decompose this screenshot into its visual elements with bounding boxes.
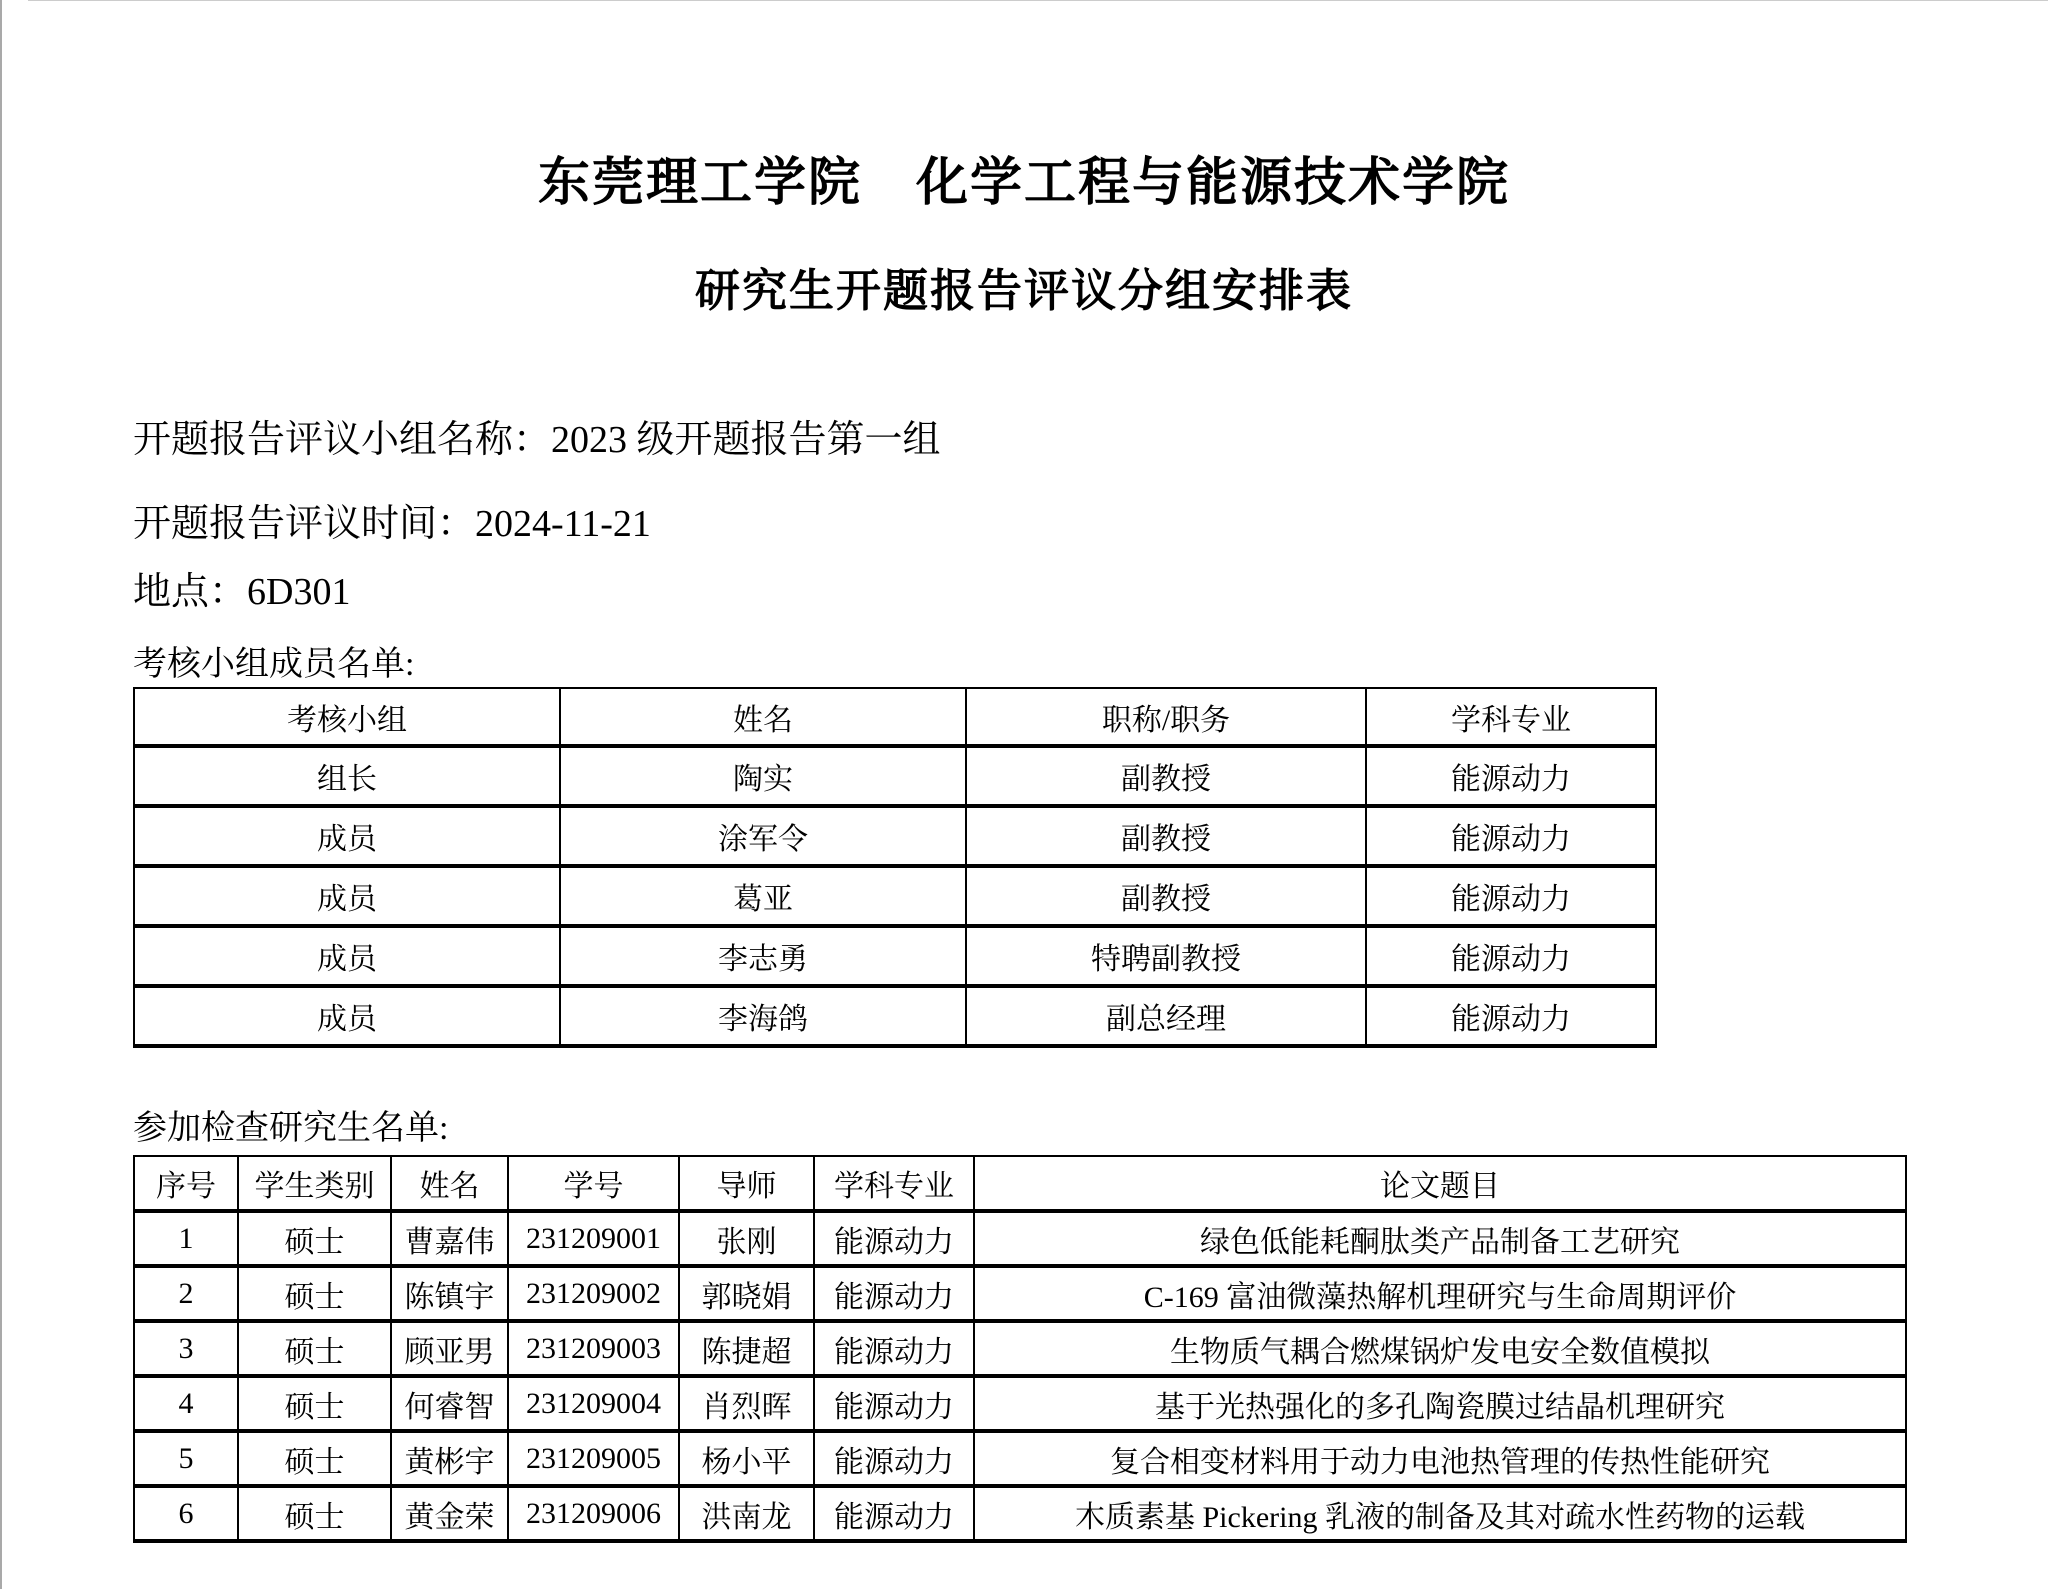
table-row: [134, 746, 1656, 806]
table-cell: 硕士: [238, 1321, 391, 1376]
table-row: [134, 806, 1656, 866]
table-cell: 成员: [134, 926, 560, 986]
column-header: 论文题目: [974, 1156, 1906, 1211]
table-cell: 陈镇宇: [391, 1266, 508, 1321]
table-cell: 肖烈晖: [679, 1376, 814, 1431]
table-cell: 生物质气耦合燃煤锅炉发电安全数值模拟: [974, 1321, 1906, 1376]
table-cell: 基于光热强化的多孔陶瓷膜过结晶机理研究: [974, 1376, 1906, 1431]
review-time-value: 2024-11-21: [475, 503, 651, 545]
committee-table: [133, 687, 1657, 1048]
table-cell: 硕士: [238, 1266, 391, 1321]
table-cell: 能源动力: [1366, 986, 1656, 1046]
column-header: 考核小组: [134, 688, 560, 746]
table-cell: 陶实: [560, 746, 966, 806]
group-name-value: 2023 级开题报告第一组: [551, 419, 941, 461]
table-row: [134, 866, 1656, 926]
table-cell: 硕士: [238, 1211, 391, 1266]
table-cell: 能源动力: [814, 1321, 974, 1376]
location-line: [133, 560, 350, 615]
table-cell: 能源动力: [1366, 926, 1656, 986]
table-cell: 成员: [134, 866, 560, 926]
table-row: [134, 1376, 1906, 1431]
table-row: [134, 1321, 1906, 1376]
document-subtitle: 研究生开题报告评议分组安排表: [694, 266, 1353, 316]
table-cell: 能源动力: [814, 1266, 974, 1321]
table-cell: 5: [134, 1431, 238, 1486]
table-cell: 曹嘉伟: [391, 1211, 508, 1266]
table-cell: 硕士: [238, 1431, 391, 1486]
group-name-label: 开题报告评议小组名称：: [133, 419, 552, 461]
column-header: 学科专业: [814, 1156, 974, 1211]
table-cell: 张刚: [679, 1211, 814, 1266]
table-cell: 杨小平: [679, 1431, 814, 1486]
group-name-line: [133, 408, 941, 463]
table-cell: 李海鸽: [560, 986, 966, 1046]
column-header: 职称/职务: [966, 688, 1366, 746]
column-header: 学生类别: [238, 1156, 391, 1211]
table-cell: 顾亚男: [391, 1321, 508, 1376]
table-cell: 绿色低能耗酮肽类产品制备工艺研究: [974, 1211, 1906, 1266]
table-cell: 2: [134, 1266, 238, 1321]
table-row: [134, 1211, 1906, 1266]
table-cell: C-169 富油微藻热解机理研究与生命周期评价: [974, 1266, 1906, 1321]
table-cell: 副教授: [966, 806, 1366, 866]
table-cell: 副教授: [966, 746, 1366, 806]
table-cell: 黄金荣: [391, 1486, 508, 1541]
table-cell: 成员: [134, 806, 560, 866]
table-row: [134, 1266, 1906, 1321]
table-row: [134, 1431, 1906, 1486]
table-cell: 黄彬宇: [391, 1431, 508, 1486]
table-cell: 复合相变材料用于动力电池热管理的传热性能研究: [974, 1431, 1906, 1486]
column-header: 学科专业: [1366, 688, 1656, 746]
table-cell: 洪南龙: [679, 1486, 814, 1541]
location-label: 地点：: [133, 571, 248, 613]
table-cell: 231209005: [508, 1431, 679, 1486]
table-cell: 能源动力: [814, 1376, 974, 1431]
students-section-heading: 参加检查研究生名单:: [133, 1110, 449, 1147]
table-cell: 李志勇: [560, 926, 966, 986]
table-cell: 木质素基 Pickering 乳液的制备及其对疏水性药物的运载: [974, 1486, 1906, 1541]
table-row: [134, 926, 1656, 986]
table-cell: 能源动力: [814, 1486, 974, 1541]
table-cell: 硕士: [238, 1486, 391, 1541]
location-value: 6D301: [247, 571, 351, 613]
table-cell: 231209006: [508, 1486, 679, 1541]
table-cell: 成员: [134, 986, 560, 1046]
column-header: 姓名: [560, 688, 966, 746]
table-cell: 硕士: [238, 1376, 391, 1431]
document-title: 东莞理工学院 化学工程与能源技术学院: [537, 155, 1510, 212]
table-cell: 3: [134, 1321, 238, 1376]
table-cell: 4: [134, 1376, 238, 1431]
table-cell: 231209002: [508, 1266, 679, 1321]
scan-edge-line-top: [28, 0, 2048, 1]
column-header: 序号: [134, 1156, 238, 1211]
table-cell: 涂军令: [560, 806, 966, 866]
column-header: 姓名: [391, 1156, 508, 1211]
review-time-label: 开题报告评议时间：: [133, 503, 476, 545]
table-cell: 231209004: [508, 1376, 679, 1431]
table-cell: 231209001: [508, 1211, 679, 1266]
table-cell: 副总经理: [966, 986, 1366, 1046]
table-cell: 葛亚: [560, 866, 966, 926]
table-cell: 何睿智: [391, 1376, 508, 1431]
committee-header-row: [134, 688, 1656, 746]
scan-edge-line: [0, 0, 2, 1589]
table-cell: 能源动力: [1366, 866, 1656, 926]
table-row: [134, 986, 1656, 1046]
table-cell: 郭晓娟: [679, 1266, 814, 1321]
table-cell: 6: [134, 1486, 238, 1541]
table-cell: 能源动力: [1366, 746, 1656, 806]
table-cell: 231209003: [508, 1321, 679, 1376]
students-header-row: [134, 1156, 1906, 1211]
table-cell: 能源动力: [814, 1211, 974, 1266]
table-cell: 能源动力: [1366, 806, 1656, 866]
column-header: 学号: [508, 1156, 679, 1211]
table-cell: 能源动力: [814, 1431, 974, 1486]
table-cell: 1: [134, 1211, 238, 1266]
table-cell: 陈捷超: [679, 1321, 814, 1376]
students-table: [133, 1155, 1907, 1543]
table-row: [134, 1486, 1906, 1541]
table-cell: 特聘副教授: [966, 926, 1366, 986]
table-cell: 副教授: [966, 866, 1366, 926]
column-header: 导师: [679, 1156, 814, 1211]
review-time-line: [133, 492, 651, 547]
committee-section-heading: 考核小组成员名单:: [133, 646, 415, 683]
table-cell: 组长: [134, 746, 560, 806]
